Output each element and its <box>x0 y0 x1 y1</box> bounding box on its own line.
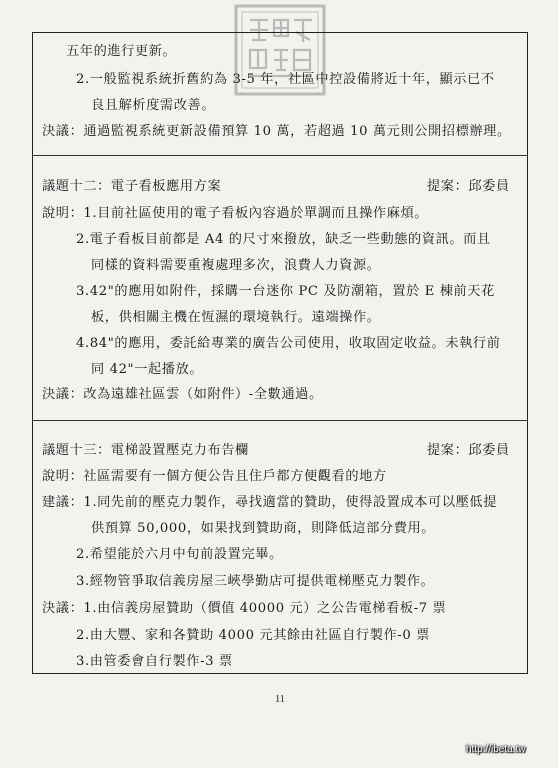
text-line: 板，供相關主機在恆濕的環境執行。遠端操作。 <box>91 310 381 325</box>
text-line: 3.經物管爭取信義房屋三峽學勤店可提供電梯壓克力製作。 <box>76 574 435 589</box>
text-line: 同 42"一起播放。 <box>91 362 204 377</box>
text-line: 說明：1.目前社區使用的電子看板內容過於單調而且操作麻煩。 <box>42 206 429 221</box>
section-divider <box>33 420 527 421</box>
text-line: 良且解析度需改善。 <box>91 98 216 113</box>
text-line: 建議：1.同先前的壓克力製作，尋找適當的贊助，使得設置成本可以壓低提 <box>42 495 497 510</box>
text-line: 同樣的資料需要重複處理多次，浪費人力資源。 <box>91 258 381 273</box>
decision-line: 決議：1.由信義房屋贊助（價值 40000 元）之公告電梯看板-7 票 <box>42 601 447 616</box>
text-line: 2.希望能於六月中旬前設置完畢。 <box>76 547 283 562</box>
proposer-label: 提案：邱委員 <box>427 443 510 458</box>
text-line: 2.由大豐、家和各贊助 4000 元其餘由社區自行製作-0 票 <box>76 628 430 643</box>
proposer-label: 提案：邱委員 <box>427 179 510 194</box>
text-line: 3.42"的應用如附件，採購一台迷你 PC 及防潮箱，置於 E 棟前天花 <box>76 284 495 299</box>
agenda-title: 議題十二：電子看板應用方案 <box>42 179 222 194</box>
text-line: 說明：社區需要有一個方便公告且住戶都方便觀看的地方 <box>42 469 387 484</box>
text-line: 五年的進行更新。 <box>66 44 177 59</box>
decision-line: 決議：通過監視系統更新設備預算 10 萬，若超過 10 萬元則公開招標辦理。 <box>42 124 511 139</box>
text-line: 2.一般監視系統折舊約為 3-5 年，社區中控設備將近十年，顯示已不 <box>76 72 495 87</box>
page-number: 11 <box>275 694 285 705</box>
section-divider <box>33 155 527 156</box>
watermark: http://ibeta.tw <box>466 744 526 755</box>
text-line: 3.由管委會自行製作-3 票 <box>76 654 233 669</box>
text-line: 2.電子看板目前都是 A4 的尺寸來撥放，缺乏一些動態的資訊。而且 <box>76 232 491 247</box>
agenda-title: 議題十三：電梯設置壓克力布告欄 <box>42 443 249 458</box>
text-line: 供預算 50,000，如果找到贊助商，則降低這部分費用。 <box>91 521 436 536</box>
text-line: 4.84"的應用，委託給專業的廣告公司使用，收取固定收益。未執行前 <box>76 336 501 351</box>
decision-line: 決議：改為遠雄社區雲（如附件）-全數通過。 <box>42 387 323 402</box>
